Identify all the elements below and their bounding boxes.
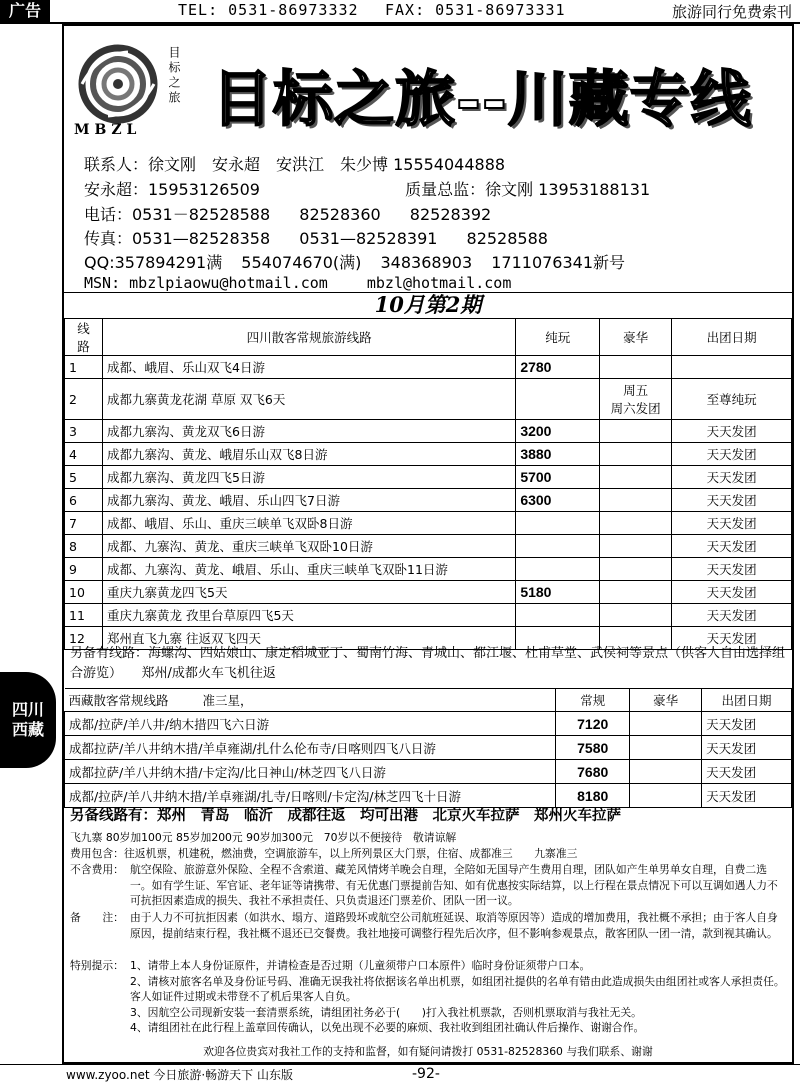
table-row — [65, 581, 792, 604]
row-lux-price — [630, 760, 702, 784]
logo-letters: MBZL — [74, 122, 142, 138]
table-row — [65, 784, 792, 808]
tip-item: 1、请带上本人身份证原件，并请检查是否过期（儿童须带户口本原件）临时身份证须带户口本。 — [130, 959, 591, 972]
row-lux-line2: 周六发团 — [610, 401, 661, 416]
tips-label: 特别提示： — [70, 959, 124, 972]
row-lux-price — [600, 558, 672, 581]
row-route: 成都九寨黄龙花湖 草原 双飞6天 — [102, 379, 515, 420]
contact-line — [84, 250, 639, 273]
table-row — [65, 379, 792, 420]
fee-label: 费用包含： — [70, 847, 124, 860]
table-row — [65, 512, 792, 535]
contact-line — [84, 274, 525, 292]
footer — [0, 1064, 800, 1084]
phone-3: 82528392 — [409, 205, 492, 224]
tip-item: 4、请组团社在此行程上盖章回传确认，以免出现不必要的麻烦、我社收到组团社确认件后操作、谢谢合作。 — [130, 1021, 645, 1035]
page-title: 目标之旅--川藏专线 — [212, 65, 752, 135]
fax-1: 传真：0531—82528358 — [84, 229, 271, 248]
msn-2: mbzl@hotmail.com — [366, 274, 512, 292]
row-date: 天天发团 — [702, 712, 792, 736]
table-row — [65, 760, 792, 784]
row-pure-price — [516, 512, 600, 535]
row-no: 12 — [65, 627, 103, 650]
row-price: 7580 — [556, 736, 630, 760]
row-no: 7 — [65, 512, 103, 535]
row-route: 成都拉萨/羊八井纳木措/羊卓雍湖/扎什么伦布寺/日喀则四飞八日游 — [65, 736, 556, 760]
row-date: 天天发团 — [702, 736, 792, 760]
row-date: 天天发团 — [672, 512, 792, 535]
row-date: 天天发团 — [672, 604, 792, 627]
row-lux-price — [630, 736, 702, 760]
page-number: -92- — [412, 1066, 440, 1082]
row-route: 成都拉萨/羊八井纳木措/卡定沟/比日神山/林芝四飞八日游 — [65, 760, 556, 784]
contact-persons: 联系人：徐文刚 安永超 安洪江 朱少博 15554044888 — [84, 155, 506, 174]
row-date: 天天发团 — [702, 784, 792, 808]
row-price: 7120 — [556, 712, 630, 736]
remark-text: 由于人力不可抗拒因素（如洪水、塌方、道路毁坏或航空公司航班延误、取消等原因等）造成的增加费用，我社概不承担；由于客人自身原因，提前结束行程，我社概不退还已交餐费。我社地接可调整行程先后次序，但不影响参观景点，散客团队一团一清，款到视其确认。 — [130, 911, 778, 940]
row-pure-price: 3880 — [516, 443, 600, 466]
row-route: 成都九寨沟、黄龙双飞6日游 — [102, 420, 515, 443]
tel-number: TEL: 0531-86973332 — [178, 1, 359, 19]
tibet-title-cell — [65, 689, 556, 712]
row-no: 11 — [65, 604, 103, 627]
region-tab-line2: 西藏 — [11, 720, 44, 739]
row-pure-price: 6300 — [516, 489, 600, 512]
more-lines-text: 另备有线路：海螺沟、四姑娘山、康定稻城亚丁、蜀南竹海、青城山、都江堰、杜甫草堂、武侯祠等景点（供客人自由选择组合游览） 郑州/成都火车飞机往返 — [70, 646, 786, 681]
row-no: 1 — [65, 356, 103, 379]
header-luxury: 豪华 — [600, 319, 672, 356]
row-route: 郑州直飞九寨 往返双飞四天 — [102, 627, 515, 650]
row-lux-price — [600, 512, 672, 535]
row-no: 5 — [65, 466, 103, 489]
fax-2: 0531—82528391 — [299, 229, 438, 248]
row-no: 9 — [65, 558, 103, 581]
header-route-no: 线 路 — [65, 319, 103, 356]
row-price: 8180 — [556, 784, 630, 808]
table-header — [65, 689, 792, 712]
table-row — [65, 736, 792, 760]
footer-site: www.zyoo.net 今日旅游·畅游天下 山东版 — [66, 1068, 293, 1082]
phone-2: 82528360 — [299, 205, 381, 224]
remark-label: 备 注： — [70, 911, 124, 924]
row-date — [672, 356, 792, 379]
tibet-routes-table — [64, 688, 792, 808]
row-date: 天天发团 — [672, 466, 792, 489]
fee-text: 往返机票，机建税，燃油费，空调旅游车，以上所列景区大门票，住宿、成都准三 九寨准三 — [123, 847, 578, 860]
table-header — [65, 319, 792, 356]
row-route: 成都、九寨沟、黄龙、峨眉、乐山、重庆三峡单飞双卧11日游 — [102, 558, 515, 581]
row-pure-price — [516, 379, 600, 420]
contact-line — [84, 177, 664, 200]
excl-text: 航空保险、旅游意外保险、全程不含索道、藏羌风情烤羊晚会自理，全陪如无国导产生费用自理，团队如产生单男单女自理，自费二选一。如有学生证、军官证、老年证等请携带、有无优惠门票提前告知、如有优惠按实际结算，以上行程在景点情况下可以互调如遇人力不可抗拒因素造成的损失、我社不承担责任、只负责退还门票差价、团队一团一议。 — [130, 863, 778, 908]
row-lux-price — [600, 581, 672, 604]
closing-text: 欢迎各位贵宾对我社工作的支持和监督，如有疑问请拨打 0531-82528360 与我们联系、谢谢 — [203, 1045, 653, 1058]
age-note: 飞九寨 80岁加100元 85岁加200元 90岁加300元 70岁以不便接待 敬请谅解 — [70, 831, 457, 844]
phone-1: 电话：0531－82528588 — [84, 205, 271, 224]
tibet-title-note: 准三星， — [202, 693, 253, 708]
row-no: 10 — [65, 581, 103, 604]
table-row — [65, 712, 792, 736]
qq-3: 348368903 — [380, 253, 473, 272]
row-price: 7680 — [556, 760, 630, 784]
table-row — [65, 466, 792, 489]
publication-name: 旅游同行免费索刊 — [671, 3, 792, 21]
row-lux-price — [600, 420, 672, 443]
tips — [70, 958, 786, 1036]
more-lines-2: 另备线路有：郑州 青岛 临沂 成都往返 均可出港 北京火车拉萨 郑州火车拉萨 — [70, 808, 621, 824]
fee-excluded — [70, 862, 786, 909]
row-pure-price — [516, 604, 600, 627]
row-route: 重庆九寨黄龙四飞5天 — [102, 581, 515, 604]
row-route: 成都/拉萨/羊八井纳木措/羊卓雍湖/扎寺/日喀则/卡定沟/林芝四飞十日游 — [65, 784, 556, 808]
row-no: 3 — [65, 420, 103, 443]
table-row — [65, 558, 792, 581]
row-route: 成都、峨眉、乐山双飞4日游 — [102, 356, 515, 379]
qq-4: 1711076341新号 — [491, 253, 626, 272]
logo-brand-text: 目标之旅 — [167, 46, 181, 106]
row-date: 天天发团 — [702, 760, 792, 784]
contact-line — [84, 226, 562, 249]
region-tab-line1: 四川 — [11, 700, 44, 719]
row-date: 天天发团 — [672, 420, 792, 443]
row-lux-price — [600, 443, 672, 466]
row-lux-line1: 周五 — [623, 383, 649, 398]
row-no: 4 — [65, 443, 103, 466]
ad-badge: 广告 — [0, 0, 50, 22]
qq-1: QQ:357894291满 — [84, 253, 223, 272]
row-pure-price — [516, 558, 600, 581]
row-no: 2 — [65, 379, 103, 420]
header-regular: 常规 — [556, 689, 630, 712]
qq-2: 554074670(满) — [241, 253, 362, 272]
row-date: 天天发团 — [672, 535, 792, 558]
contact-quality-director: 质量总监：徐文刚 13953188131 — [405, 180, 651, 199]
row-lux-price — [600, 379, 672, 420]
row-route: 成都九寨沟、黄龙四飞5日游 — [102, 466, 515, 489]
fee-included — [70, 846, 786, 862]
remark — [70, 910, 786, 941]
row-lux-price — [600, 489, 672, 512]
region-tab — [0, 672, 56, 768]
row-route: 成都/拉萨/羊八井/纳木措四飞六日游 — [65, 712, 556, 736]
header-date: 出团日期 — [702, 689, 792, 712]
tibet-title: 西藏散客常规线路 — [68, 693, 169, 708]
contact-line — [84, 152, 519, 175]
top-bar — [0, 0, 800, 24]
row-pure-price: 5180 — [516, 581, 600, 604]
row-pure-price: 2780 — [516, 356, 600, 379]
table-row — [65, 489, 792, 512]
header-pure: 纯玩 — [516, 319, 600, 356]
fax-number: FAX: 0531-86973331 — [385, 1, 566, 19]
row-date: 天天发团 — [672, 627, 792, 650]
sichuan-routes-table — [64, 318, 792, 650]
row-route: 重庆九寨黄龙 孜里台草原四飞5天 — [102, 604, 515, 627]
row-lux-price — [630, 784, 702, 808]
row-no: 6 — [65, 489, 103, 512]
row-date: 天天发团 — [672, 558, 792, 581]
header-date: 出团日期 — [672, 319, 792, 356]
row-route: 成都九寨沟、黄龙、峨眉乐山双飞8日游 — [102, 443, 515, 466]
row-lux-price — [630, 712, 702, 736]
row-lux-price — [600, 604, 672, 627]
tip-item: 3、因航空公司现新安装一套清票系统，请组团社务必于( )打入我社机票款，否则机票取消与我社无关。 — [130, 1005, 642, 1019]
row-route: 成都九寨沟、黄龙、峨眉、乐山四飞7日游 — [102, 489, 515, 512]
contact-an: 安永超：15953126509 — [84, 180, 260, 199]
tips-list — [130, 958, 786, 1036]
row-no: 8 — [65, 535, 103, 558]
fax-3: 82528588 — [466, 229, 548, 248]
row-lux-price — [600, 466, 672, 489]
header-luxury: 豪华 — [630, 689, 702, 712]
row-pure-price — [516, 535, 600, 558]
row-route: 成都、九寨沟、黄龙、重庆三峡单飞双卧10日游 — [102, 535, 515, 558]
table-row — [65, 420, 792, 443]
contact-line — [84, 202, 505, 225]
row-route: 成都、峨眉、乐山、重庆三峡单飞双卧8日游 — [102, 512, 515, 535]
tip-item: 2、请核对旅客名单及身份证号码、准确无误我社将依据该名单出机票，如组团社提供的名单有错由此造成损失由组团社或客人承担责任。客人如证件过期或未带登不了机后果客人自负。 — [130, 974, 785, 1004]
table-row — [65, 356, 792, 379]
table-row — [65, 535, 792, 558]
row-date: 天天发团 — [672, 581, 792, 604]
row-pure-price: 5700 — [516, 466, 600, 489]
row-lux-price — [600, 356, 672, 379]
row-lux-price — [600, 535, 672, 558]
row-pure-price: 3200 — [516, 420, 600, 443]
row-date: 天天发团 — [672, 443, 792, 466]
table-row — [65, 604, 792, 627]
issue-title: 10月第2期 — [64, 292, 792, 317]
table-row — [65, 443, 792, 466]
header-route: 四川散客常规旅游线路 — [102, 319, 515, 356]
excl-label: 不含费用： — [70, 863, 124, 876]
row-date: 至尊纯玩 — [672, 379, 792, 420]
msn-1: MSN: mbzlpiaowu@hotmail.com — [84, 274, 328, 292]
row-date: 天天发团 — [672, 489, 792, 512]
